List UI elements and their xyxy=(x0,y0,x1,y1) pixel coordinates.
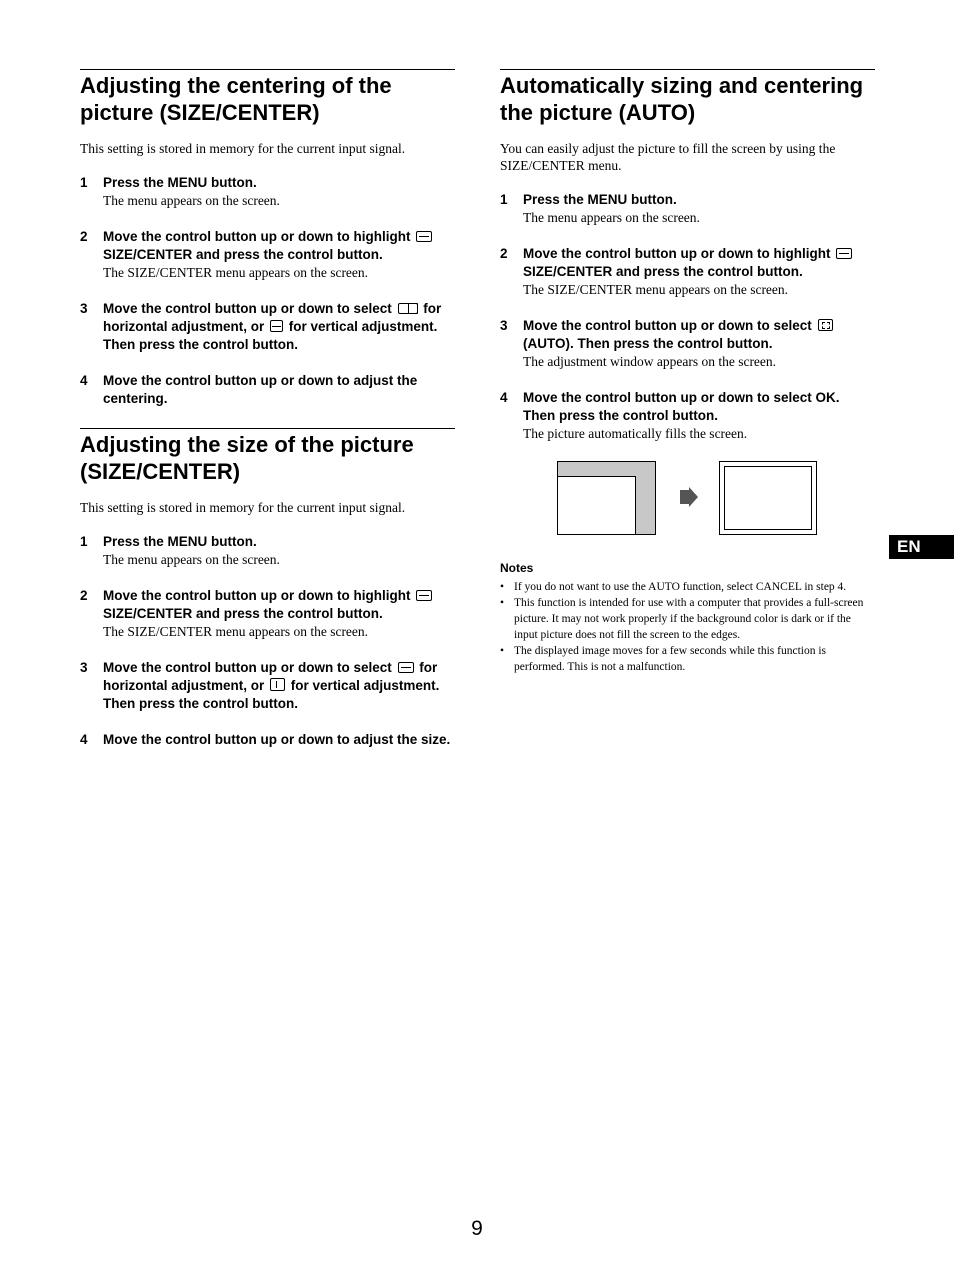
step-title: Move the control button up or down to adjust the size. xyxy=(103,732,451,747)
screen-after-illustration xyxy=(719,461,817,535)
right-column xyxy=(500,69,875,675)
step-2 xyxy=(500,245,875,299)
step-title xyxy=(523,317,875,353)
step-3 xyxy=(80,659,455,713)
section-centering xyxy=(80,69,455,408)
step-title-part: SIZE/CENTER and press the control button. xyxy=(103,247,383,262)
step-4 xyxy=(80,731,455,749)
size-center-icon xyxy=(416,590,432,601)
step-title: Press the MENU button. xyxy=(103,175,257,190)
section-size xyxy=(80,428,455,749)
step-title xyxy=(103,659,455,713)
step-title-part: SIZE/CENTER and press the control button. xyxy=(103,606,383,621)
step-title xyxy=(103,228,455,264)
step-number: 1 xyxy=(80,175,88,190)
section-intro: This setting is stored in memory for the current input signal. xyxy=(80,141,406,156)
step-description: The adjustment window appears on the screen. xyxy=(523,354,777,369)
section-intro: This setting is stored in memory for the current input signal. xyxy=(80,500,406,515)
section-title: Automatically sizing and centering the picture (AUTO) xyxy=(500,73,864,125)
step-title xyxy=(103,587,455,623)
step-title-part: for horizontal adjustment, or xyxy=(103,660,438,693)
step-1 xyxy=(500,191,875,227)
step-1 xyxy=(80,174,455,210)
step-number: 4 xyxy=(80,732,88,747)
step-title-part: Move the control button up or down to highlight xyxy=(523,246,831,261)
offset-picture xyxy=(558,476,636,534)
notes-heading: Notes xyxy=(500,561,534,575)
section-title: Adjusting the centering of the picture (SIZE/CENTER) xyxy=(80,73,392,125)
left-column xyxy=(80,69,455,767)
step-2 xyxy=(80,228,455,282)
step-number: 2 xyxy=(80,588,88,603)
step-description: The menu appears on the screen. xyxy=(523,210,700,225)
step-number: 3 xyxy=(80,660,88,675)
step-description: The SIZE/CENTER menu appears on the screen. xyxy=(523,282,789,297)
right-arrow-icon xyxy=(680,487,698,507)
step-number: 1 xyxy=(80,534,88,549)
step-title-part: Move the control button up or down to select xyxy=(523,318,812,333)
step-title: Move the control button up or down to select OK. Then press the control button. xyxy=(523,390,840,423)
step-4 xyxy=(80,372,455,408)
step-number: 3 xyxy=(500,318,508,333)
step-3 xyxy=(80,300,455,354)
step-title xyxy=(523,245,875,281)
auto-illustration xyxy=(500,461,875,561)
size-center-icon xyxy=(836,248,852,259)
step-title-part: for vertical adjustment. Then press the control button. xyxy=(103,319,438,352)
step-number: 1 xyxy=(500,192,508,207)
step-number: 2 xyxy=(500,246,508,261)
step-title-part: for vertical adjustment. Then press the control button. xyxy=(103,678,440,711)
step-title: Press the MENU button. xyxy=(103,534,257,549)
note-item: • The displayed image moves for a few seconds while this function is performed. This is not a malfunction. xyxy=(500,643,875,675)
section-intro: You can easily adjust the picture to fill the screen by using the SIZE/CENTER menu. xyxy=(500,141,836,173)
step-title-part: SIZE/CENTER and press the control button. xyxy=(523,264,803,279)
horizontal-center-icon xyxy=(398,303,418,314)
step-title: Press the MENU button. xyxy=(523,192,677,207)
notes-list xyxy=(500,579,875,675)
step-4 xyxy=(500,389,875,443)
vertical-size-icon xyxy=(270,678,285,691)
step-title xyxy=(103,300,455,354)
step-number: 2 xyxy=(80,229,88,244)
step-title-part: for horizontal adjustment, or xyxy=(103,301,442,334)
step-description: The SIZE/CENTER menu appears on the screen. xyxy=(103,624,369,639)
step-title-part: Move the control button up or down to highlight xyxy=(103,588,411,603)
section-auto xyxy=(500,69,875,675)
filled-picture xyxy=(724,466,812,530)
step-description: The SIZE/CENTER menu appears on the screen. xyxy=(103,265,369,280)
step-title-part: Move the control button up or down to select xyxy=(103,660,392,675)
step-1 xyxy=(80,533,455,569)
step-title: Move the control button up or down to adjust the centering. xyxy=(103,373,418,406)
page-number: 9 xyxy=(471,1217,483,1240)
note-item: • If you do not want to use the AUTO function, select CANCEL in step 4. xyxy=(500,579,875,595)
section-title: Adjusting the size of the picture (SIZE/CENTER) xyxy=(80,432,414,484)
language-tab: EN xyxy=(889,535,954,559)
step-description: The picture automatically fills the screen. xyxy=(523,426,748,441)
size-center-icon xyxy=(416,231,432,242)
step-2 xyxy=(80,587,455,641)
step-number: 4 xyxy=(80,373,88,388)
step-description: The menu appears on the screen. xyxy=(103,193,280,208)
step-3 xyxy=(500,317,875,371)
step-description: The menu appears on the screen. xyxy=(103,552,280,567)
step-title-part: Move the control button up or down to highlight xyxy=(103,229,411,244)
note-item: • This function is intended for use with a computer that provides a full-screen picture. It may not work properly if the background color is dark or if the input picture does not fill the screen to the edges. xyxy=(500,595,875,643)
screen-before-illustration xyxy=(557,461,656,535)
step-number: 4 xyxy=(500,390,508,405)
step-number: 3 xyxy=(80,301,88,316)
horizontal-size-icon xyxy=(398,662,414,673)
step-title-part: Move the control button up or down to select xyxy=(103,301,392,316)
vertical-center-icon xyxy=(270,320,283,332)
step-title-part: (AUTO). Then press the control button. xyxy=(523,336,773,351)
auto-icon xyxy=(818,319,833,331)
